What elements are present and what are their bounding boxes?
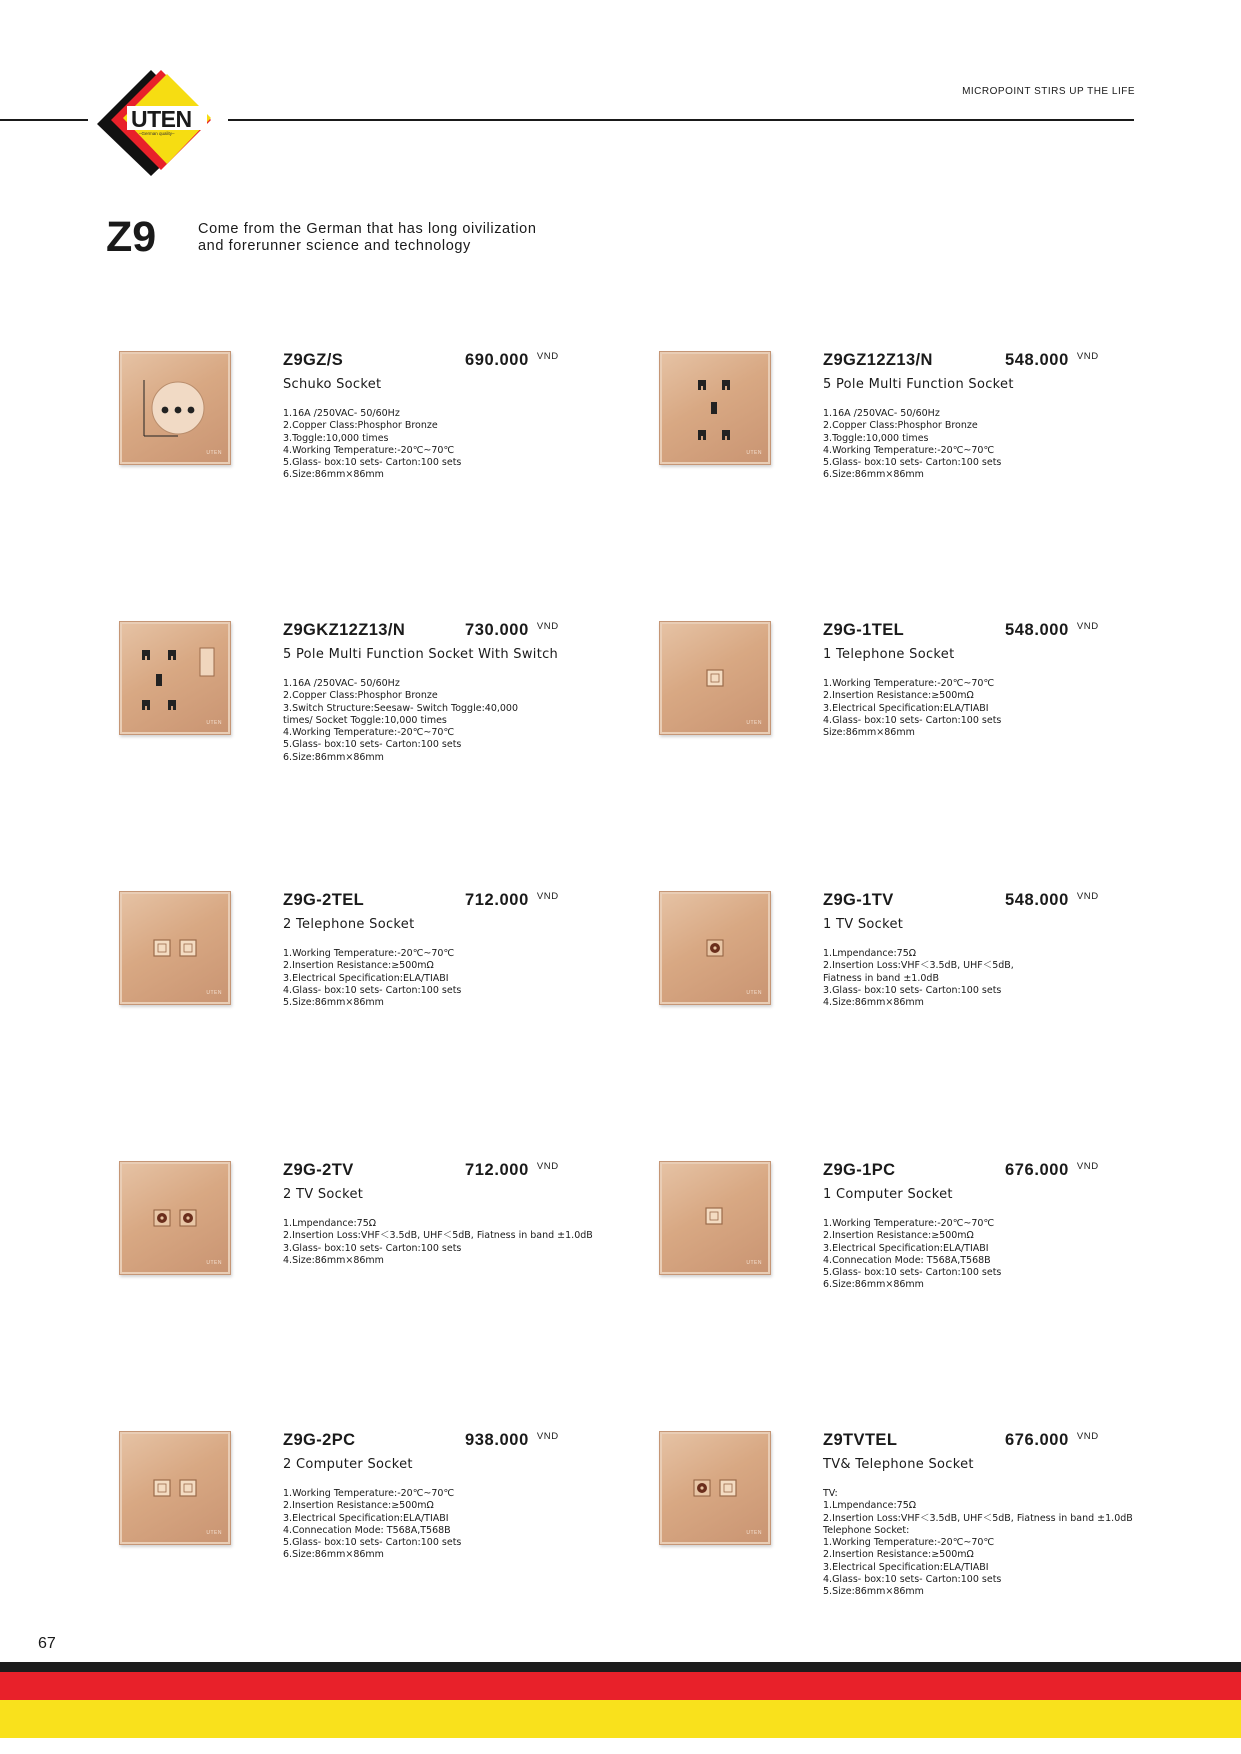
price-value: 938.000 — [465, 1431, 529, 1449]
spec-line: 4.Size:86mm×86mm — [823, 997, 924, 1009]
product-code: Z9G-2PC — [283, 1431, 356, 1449]
product-specs — [823, 1488, 1163, 1599]
spec-line: 1.Lmpendance:75Ω — [283, 1218, 376, 1229]
spec-line: 4.Size:86mm×86mm — [283, 1254, 384, 1266]
product-specs — [283, 678, 623, 764]
spec-line: 2.Insertion Loss:VHF＜3.5dB, UHF＜5dB, Fiatness in band ±1.0dB — [823, 1512, 1133, 1524]
price-unit: VND — [1076, 1431, 1099, 1442]
spec-line: 1.Lmpendance:75Ω — [823, 948, 916, 959]
product-code: Z9G-2TV — [283, 1161, 354, 1179]
product-specs — [283, 1218, 623, 1267]
description-line-1: Come from the German that has long oivilization — [198, 221, 537, 237]
spec-line: 3.Electrical Specification:ELA/TIABI — [283, 972, 449, 984]
spec-line: 2.Insertion Resistance:≥500mΩ — [823, 1230, 974, 1242]
price-value: 676.000 — [1005, 1161, 1069, 1179]
dual-computer-port-icon — [120, 1432, 230, 1544]
product-image — [119, 621, 231, 735]
spec-line: 1.Working Temperature:-20℃~70℃ — [283, 948, 455, 959]
plate-brand-mark: UTEN — [206, 1530, 222, 1536]
spec-line: 1.Working Temperature:-20℃~70℃ — [823, 1218, 995, 1229]
spec-line: 5.Glass- box:10 sets- Carton:100 sets — [283, 1537, 462, 1549]
price-value: 690.000 — [465, 351, 529, 369]
product-card — [119, 621, 639, 841]
price-unit: VND — [536, 1161, 559, 1172]
flag-stripe-yellow — [0, 1700, 1241, 1738]
price-unit: VND — [536, 621, 559, 632]
spec-line: 1.Working Temperature:-20℃~70℃ — [283, 1488, 455, 1499]
spec-line: Size:86mm×86mm — [823, 727, 915, 739]
price-value: 676.000 — [1005, 1431, 1069, 1449]
product-name: 2 Telephone Socket — [283, 917, 415, 932]
product-image — [659, 1431, 771, 1545]
price-unit: VND — [1076, 621, 1099, 632]
product-card — [659, 351, 1179, 571]
plate-brand-mark: UTEN — [746, 1530, 762, 1536]
flag-stripe-red — [0, 1672, 1241, 1700]
computer-port-icon — [660, 1162, 770, 1274]
product-image — [659, 891, 771, 1005]
product-name: 1 TV Socket — [823, 917, 904, 932]
spec-line: 6.Size:86mm×86mm — [823, 1279, 924, 1291]
description-line-2: and forerunner science and technology — [198, 237, 471, 254]
product-price — [465, 1161, 559, 1180]
uten-logo — [93, 68, 213, 178]
spec-line: Telephone Socket: — [823, 1524, 910, 1536]
product-name: Schuko Socket — [283, 377, 382, 392]
spec-line: 5.Glass- box:10 sets- Carton:100 sets — [283, 457, 462, 469]
plate-brand-mark: UTEN — [746, 720, 762, 726]
product-code: Z9G-1PC — [823, 1161, 896, 1179]
spec-line: 6.Size:86mm×86mm — [823, 469, 924, 481]
spec-line: 4.Glass- box:10 sets- Carton:100 sets — [823, 714, 1002, 726]
logo-wordmark: UTEN — [131, 106, 192, 132]
spec-line: 6.Size:86mm×86mm — [283, 1549, 384, 1561]
product-code: Z9G-1TV — [823, 891, 894, 909]
spec-line: 3.Electrical Specification:ELA/TIABI — [823, 1242, 989, 1254]
product-card — [659, 621, 1179, 841]
price-value: 548.000 — [1005, 621, 1069, 639]
spec-line: 1.16A /250VAC- 50/60Hz — [823, 408, 940, 419]
product-code: Z9GZ/S — [283, 351, 344, 369]
spec-line: 4.Connecation Mode: T568A,T568B — [283, 1524, 451, 1536]
price-value: 730.000 — [465, 621, 529, 639]
spec-line: 2.Insertion Loss:VHF＜3.5dB, UHF＜5dB, Fiatness in band ±1.0dB — [283, 1230, 593, 1242]
product-name: 5 Pole Multi Function Socket With Switch — [283, 647, 559, 662]
product-code: Z9GKZ12Z13/N — [283, 621, 406, 639]
product-code: Z9GZ12Z13/N — [823, 351, 933, 369]
spec-line: 4.Working Temperature:-20℃~70℃ — [283, 727, 455, 739]
product-image — [119, 1161, 231, 1275]
product-specs — [823, 408, 1163, 482]
product-image — [119, 891, 231, 1005]
spec-line: 2.Insertion Resistance:≥500mΩ — [283, 1500, 434, 1512]
spec-line: 2.Copper Class:Phosphor Bronze — [823, 420, 978, 432]
spec-line: Fiatness in band ±1.0dB — [823, 972, 939, 984]
spec-line: 3.Toggle:10,000 times — [283, 432, 389, 444]
price-unit: VND — [536, 351, 559, 362]
product-card — [119, 1431, 639, 1651]
flag-stripe-black — [0, 1662, 1241, 1672]
tagline: MICROPOINT STIRS UP THE LIFE — [962, 86, 1135, 97]
spec-line: 1.Working Temperature:-20℃~70℃ — [823, 1537, 995, 1549]
spec-line: 1.Lmpendance:75Ω — [823, 1500, 916, 1512]
price-unit: VND — [536, 891, 559, 902]
product-code: Z9G-2TEL — [283, 891, 365, 909]
telephone-port-icon — [660, 622, 770, 734]
spec-line: 5.Glass- box:10 sets- Carton:100 sets — [823, 457, 1002, 469]
dual-tv-port-icon — [120, 1162, 230, 1274]
product-card — [659, 891, 1179, 1111]
price-value: 548.000 — [1005, 891, 1069, 909]
spec-line: 6.Size:86mm×86mm — [283, 469, 384, 481]
product-price — [1005, 1431, 1099, 1450]
spec-line: 4.Glass- box:10 sets- Carton:100 sets — [823, 1574, 1002, 1586]
spec-line: 4.Glass- box:10 sets- Carton:100 sets — [283, 984, 462, 996]
plate-brand-mark: UTEN — [746, 450, 762, 456]
product-image — [659, 1161, 771, 1275]
product-card — [119, 891, 639, 1111]
price-value: 712.000 — [465, 1161, 529, 1179]
spec-line: 2.Copper Class:Phosphor Bronze — [283, 690, 438, 702]
spec-line: 3.Glass- box:10 sets- Carton:100 sets — [283, 1242, 462, 1254]
spec-line: 6.Size:86mm×86mm — [283, 751, 384, 763]
product-price — [1005, 891, 1099, 910]
spec-line: 1.16A /250VAC- 50/60Hz — [283, 408, 400, 419]
product-specs — [283, 948, 623, 1009]
product-name: 1 Computer Socket — [823, 1187, 953, 1202]
page-number: 67 — [38, 1635, 56, 1652]
plate-brand-mark: UTEN — [206, 450, 222, 456]
spec-line: 2.Insertion Resistance:≥500mΩ — [823, 690, 974, 702]
product-card — [119, 351, 639, 571]
plate-brand-mark: UTEN — [206, 1260, 222, 1266]
product-specs — [823, 948, 1163, 1009]
product-price — [465, 891, 559, 910]
tv-port-icon — [660, 892, 770, 1004]
product-price — [1005, 1161, 1099, 1180]
spec-line: 3.Switch Structure:Seesaw- Switch Toggle:40,000 — [283, 702, 519, 714]
spec-line: 4.Working Temperature:-20℃~70℃ — [283, 444, 455, 456]
product-card — [659, 1431, 1179, 1651]
product-price — [465, 1431, 559, 1450]
price-unit: VND — [1076, 1161, 1099, 1172]
price-unit: VND — [1076, 351, 1099, 362]
series-description — [198, 221, 568, 254]
spec-line: times/ Socket Toggle:10,000 times — [283, 714, 447, 726]
product-specs — [283, 408, 623, 482]
multi-function-socket-icon — [660, 352, 770, 464]
product-price — [1005, 621, 1099, 640]
plate-brand-mark: UTEN — [206, 720, 222, 726]
plate-brand-mark: UTEN — [746, 1260, 762, 1266]
spec-line: 3.Glass- box:10 sets- Carton:100 sets — [823, 984, 1002, 996]
spec-line: 2.Insertion Resistance:≥500mΩ — [283, 960, 434, 972]
tv-telephone-port-icon — [660, 1432, 770, 1544]
price-unit: VND — [1076, 891, 1099, 902]
product-image — [659, 351, 771, 465]
header-rule-right — [228, 119, 1134, 121]
product-code: Z9G-1TEL — [823, 621, 905, 639]
series-title: Z9 — [106, 213, 157, 261]
product-price — [465, 621, 559, 640]
spec-line: 2.Insertion Loss:VHF＜3.5dB, UHF＜5dB, — [823, 960, 1014, 972]
product-image — [119, 351, 231, 465]
price-value: 548.000 — [1005, 351, 1069, 369]
product-price — [465, 351, 559, 370]
spec-line: 5.Glass- box:10 sets- Carton:100 sets — [823, 1267, 1002, 1279]
spec-line: 5.Size:86mm×86mm — [283, 997, 384, 1009]
product-specs — [823, 1218, 1163, 1292]
price-unit: VND — [536, 1431, 559, 1442]
spec-line: 4.Working Temperature:-20℃~70℃ — [823, 444, 995, 456]
spec-line: TV: — [823, 1488, 838, 1499]
spec-line: 2.Insertion Resistance:≥500mΩ — [823, 1549, 974, 1561]
product-name: TV& Telephone Socket — [823, 1457, 974, 1472]
product-price — [1005, 351, 1099, 370]
spec-line: 4.Connecation Mode: T568A,T568B — [823, 1254, 991, 1266]
product-card — [659, 1161, 1179, 1381]
product-specs — [823, 678, 1163, 739]
spec-line: 3.Electrical Specification:ELA/TIABI — [823, 702, 989, 714]
price-value: 712.000 — [465, 891, 529, 909]
plate-brand-mark: UTEN — [206, 990, 222, 996]
product-image — [659, 621, 771, 735]
logo-tagline: –German quality– — [139, 131, 175, 136]
product-image — [119, 1431, 231, 1545]
spec-line: 5.Size:86mm×86mm — [823, 1586, 924, 1598]
product-specs — [283, 1488, 623, 1562]
product-card — [119, 1161, 639, 1381]
product-name: 2 TV Socket — [283, 1187, 364, 1202]
plate-brand-mark: UTEN — [746, 990, 762, 996]
product-name: 2 Computer Socket — [283, 1457, 413, 1472]
socket-with-switch-icon — [120, 622, 230, 734]
product-name: 5 Pole Multi Function Socket — [823, 377, 1014, 392]
schuko-socket-icon — [120, 352, 230, 464]
spec-line: 3.Electrical Specification:ELA/TIABI — [283, 1512, 449, 1524]
spec-line: 3.Toggle:10,000 times — [823, 432, 929, 444]
spec-line: 1.Working Temperature:-20℃~70℃ — [823, 678, 995, 689]
product-code: Z9TVTEL — [823, 1431, 898, 1449]
header-rule-left — [0, 119, 88, 121]
spec-line: 1.16A /250VAC- 50/60Hz — [283, 678, 400, 689]
dual-telephone-port-icon — [120, 892, 230, 1004]
spec-line: 5.Glass- box:10 sets- Carton:100 sets — [283, 739, 462, 751]
spec-line: 3.Electrical Specification:ELA/TIABI — [823, 1561, 989, 1573]
spec-line: 2.Copper Class:Phosphor Bronze — [283, 420, 438, 432]
product-name: 1 Telephone Socket — [823, 647, 955, 662]
